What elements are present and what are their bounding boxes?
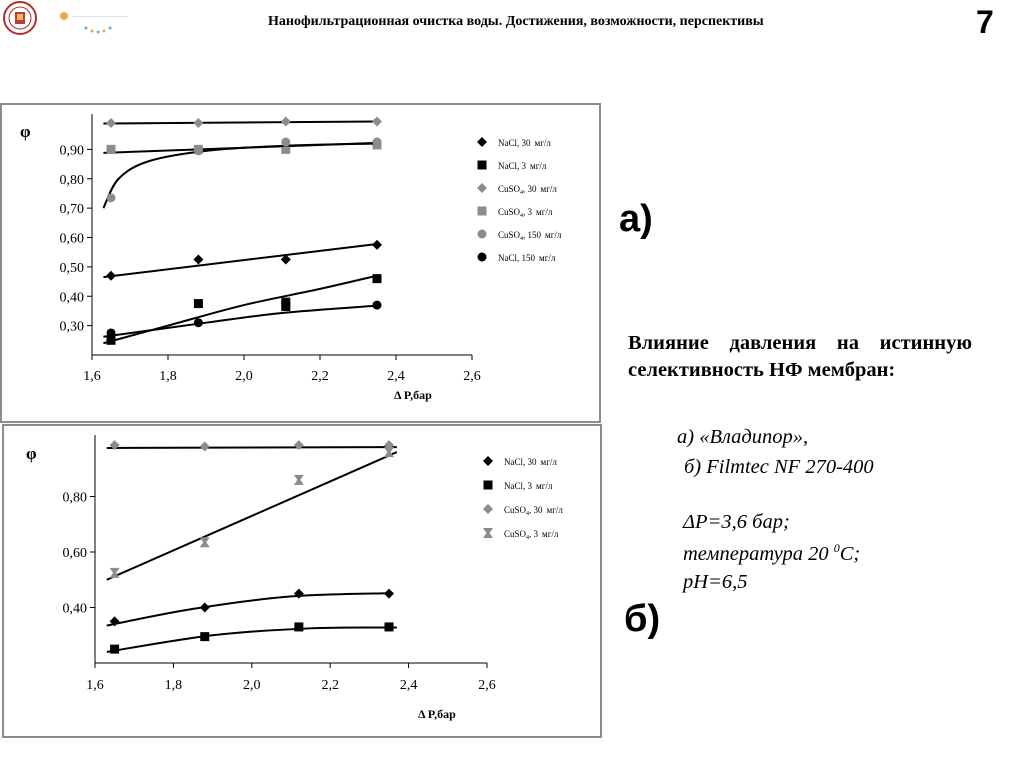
chart-a-series4-point — [107, 193, 116, 202]
chart-b-legend-label-3: CuSO$_4$, 3 мг/л — [504, 529, 559, 541]
chart-b-series2-point — [294, 440, 304, 450]
chart-a-trendline-2 — [103, 121, 377, 123]
chart-b-series0-point — [200, 603, 210, 613]
chart-a-trendline-4 — [103, 144, 377, 209]
chart-a — [2, 105, 599, 421]
conference-logo — [56, 2, 146, 38]
chart-a-legend-label-4: CuSO$_4$, 150 мг/л — [498, 230, 562, 242]
chart-a-series2-point — [281, 116, 291, 126]
chart-a-trendline-5 — [103, 306, 377, 337]
university-logo — [0, 0, 44, 40]
condition-ph: pH=6,5 — [683, 571, 748, 593]
temperature-sup: 0 — [833, 541, 840, 555]
chart-a-x-axis-label: Δ P,бар — [394, 388, 432, 402]
chart-a-series0-point — [193, 255, 203, 265]
chart-b-trendline-2 — [107, 447, 397, 448]
chart-a-legend-marker-3 — [478, 207, 487, 216]
chart-b-x-tick-label: 2,2 — [321, 678, 339, 693]
chart-b-x-tick-label: 2,0 — [243, 678, 261, 693]
chart-a-legend-label-5: NaCl, 150 мг/л — [498, 253, 556, 263]
chart-b-legend-label-0: NaCl, 30 мг/л — [504, 457, 557, 467]
chart-a-series1-point — [281, 302, 290, 311]
chart-b-frame — [2, 424, 602, 738]
chart-a-y-axis-label: φ — [20, 122, 31, 141]
temperature-prefix: температура 20 — [683, 542, 834, 565]
chart-a-series4-point — [281, 138, 290, 147]
chart-a-series0-point — [106, 271, 116, 281]
chart-a-x-tick-label: 2,6 — [463, 369, 481, 384]
chart-a-series1-point — [194, 299, 203, 308]
chart-a-frame — [0, 103, 601, 423]
svg-text:~~~~~~~~~~~~~~~~~~~~~~~~: ~~~~~~~~~~~~~~~~~~~~~~~~ — [72, 14, 129, 19]
chart-b-legend-label-2: CuSO$_4$, 30 мг/л — [504, 505, 563, 517]
chart-b-series3-point — [294, 475, 304, 485]
chart-b-series3-point — [384, 447, 394, 457]
chart-a-trendline-0 — [103, 244, 377, 277]
chart-a-series5-point — [373, 301, 382, 310]
condition-temperature — [683, 541, 860, 566]
panel-label-a: а) — [619, 198, 653, 240]
chart-a-legend-marker-5 — [478, 253, 487, 262]
chart-a-y-tick-label: 0,50 — [59, 260, 84, 276]
chart-b-trendline-3 — [107, 452, 397, 580]
chart-b-series1-point — [294, 622, 303, 631]
chart-b-series1-point — [110, 645, 119, 654]
chart-a-series1-point — [373, 274, 382, 283]
chart-a-series5-point — [107, 328, 116, 337]
chart-b-x-tick-label: 2,6 — [478, 678, 496, 693]
chart-a-x-tick-label: 1,6 — [83, 369, 101, 384]
chart-a-x-tick-label: 2,0 — [235, 369, 253, 384]
chart-a-legend-marker-0 — [477, 137, 487, 147]
slide-number: 7 — [976, 4, 994, 40]
chart-a-series3-point — [107, 145, 116, 154]
chart-a-legend-label-3: CuSO$_4$, 3 мг/л — [498, 207, 553, 219]
chart-a-y-tick-label: 0,30 — [59, 319, 84, 335]
chart-b-y-tick-label: 0,60 — [62, 546, 87, 561]
chart-b — [4, 426, 600, 736]
chart-a-series0-point — [372, 240, 382, 250]
chart-a-series4-point — [194, 146, 203, 155]
chart-a-series2-point — [193, 118, 203, 128]
chart-b-x-tick-label: 1,6 — [86, 678, 104, 693]
caption-line-b: б) Filmtec NF 270-400 — [684, 456, 874, 478]
condition-pressure: ΔP=3,6 бар; — [683, 511, 790, 533]
chart-b-legend-marker-2 — [483, 504, 493, 514]
chart-b-series3-point — [200, 537, 210, 547]
chart-a-series2-point — [372, 116, 382, 126]
chart-a-y-tick-label: 0,40 — [59, 290, 84, 306]
chart-b-legend-label-1: NaCl, 3 мг/л — [504, 481, 553, 491]
chart-b-legend-marker-3 — [483, 528, 493, 538]
chart-a-y-tick-label: 0,70 — [59, 202, 84, 218]
slide-title: Нанофильтрационная очистка воды. Достижения, возможности, перспективы — [268, 14, 764, 29]
temperature-suffix: С; — [839, 542, 861, 565]
chart-a-x-tick-label: 1,8 — [159, 369, 177, 384]
chart-b-trendline-1 — [107, 627, 397, 651]
chart-b-series0-point — [294, 589, 304, 599]
chart-a-series2-point — [106, 118, 116, 128]
chart-a-legend-marker-2 — [477, 183, 487, 193]
chart-b-y-axis-label: φ — [26, 444, 37, 463]
chart-a-series4-point — [373, 138, 382, 147]
chart-b-series0-point — [384, 589, 394, 599]
chart-b-trendline-0 — [107, 593, 393, 625]
chart-a-y-tick-label: 0,80 — [59, 172, 84, 188]
chart-b-y-tick-label: 0,80 — [62, 490, 87, 506]
chart-b-y-tick-label: 0,40 — [62, 601, 87, 617]
chart-b-x-tick-label: 2,4 — [399, 678, 418, 693]
chart-b-x-tick-label: 1,8 — [164, 678, 183, 693]
chart-b-legend-marker-1 — [484, 481, 493, 490]
chart-a-y-tick-label: 0,60 — [59, 231, 84, 247]
chart-b-series3-point — [110, 568, 120, 578]
chart-a-legend-label-2: CuSO$_4$, 30 мг/л — [498, 184, 557, 196]
chart-a-x-tick-label: 2,4 — [387, 369, 405, 384]
chart-a-y-tick-label: 0,90 — [59, 143, 84, 159]
chart-b-x-axis-label: Δ P,бар — [418, 707, 456, 721]
chart-b-series2-point — [200, 442, 210, 452]
chart-b-series1-point — [200, 632, 209, 641]
chart-a-legend-marker-1 — [478, 161, 487, 170]
chart-a-x-tick-label: 2,2 — [311, 369, 329, 384]
chart-a-legend-label-1: NaCl, 3 мг/л — [498, 161, 547, 171]
chart-b-series1-point — [385, 622, 394, 631]
panel-label-b: б) — [624, 598, 661, 640]
chart-b-legend-marker-0 — [483, 456, 493, 466]
chart-a-legend-label-0: NaCl, 30 мг/л — [498, 138, 551, 148]
caption-line-a: а) «Владипор», — [677, 426, 809, 448]
chart-a-legend-marker-4 — [478, 230, 487, 239]
chart-a-series5-point — [194, 318, 203, 327]
caption-heading: Влияние давления на истинную селективность НФ мембран: — [628, 332, 972, 381]
